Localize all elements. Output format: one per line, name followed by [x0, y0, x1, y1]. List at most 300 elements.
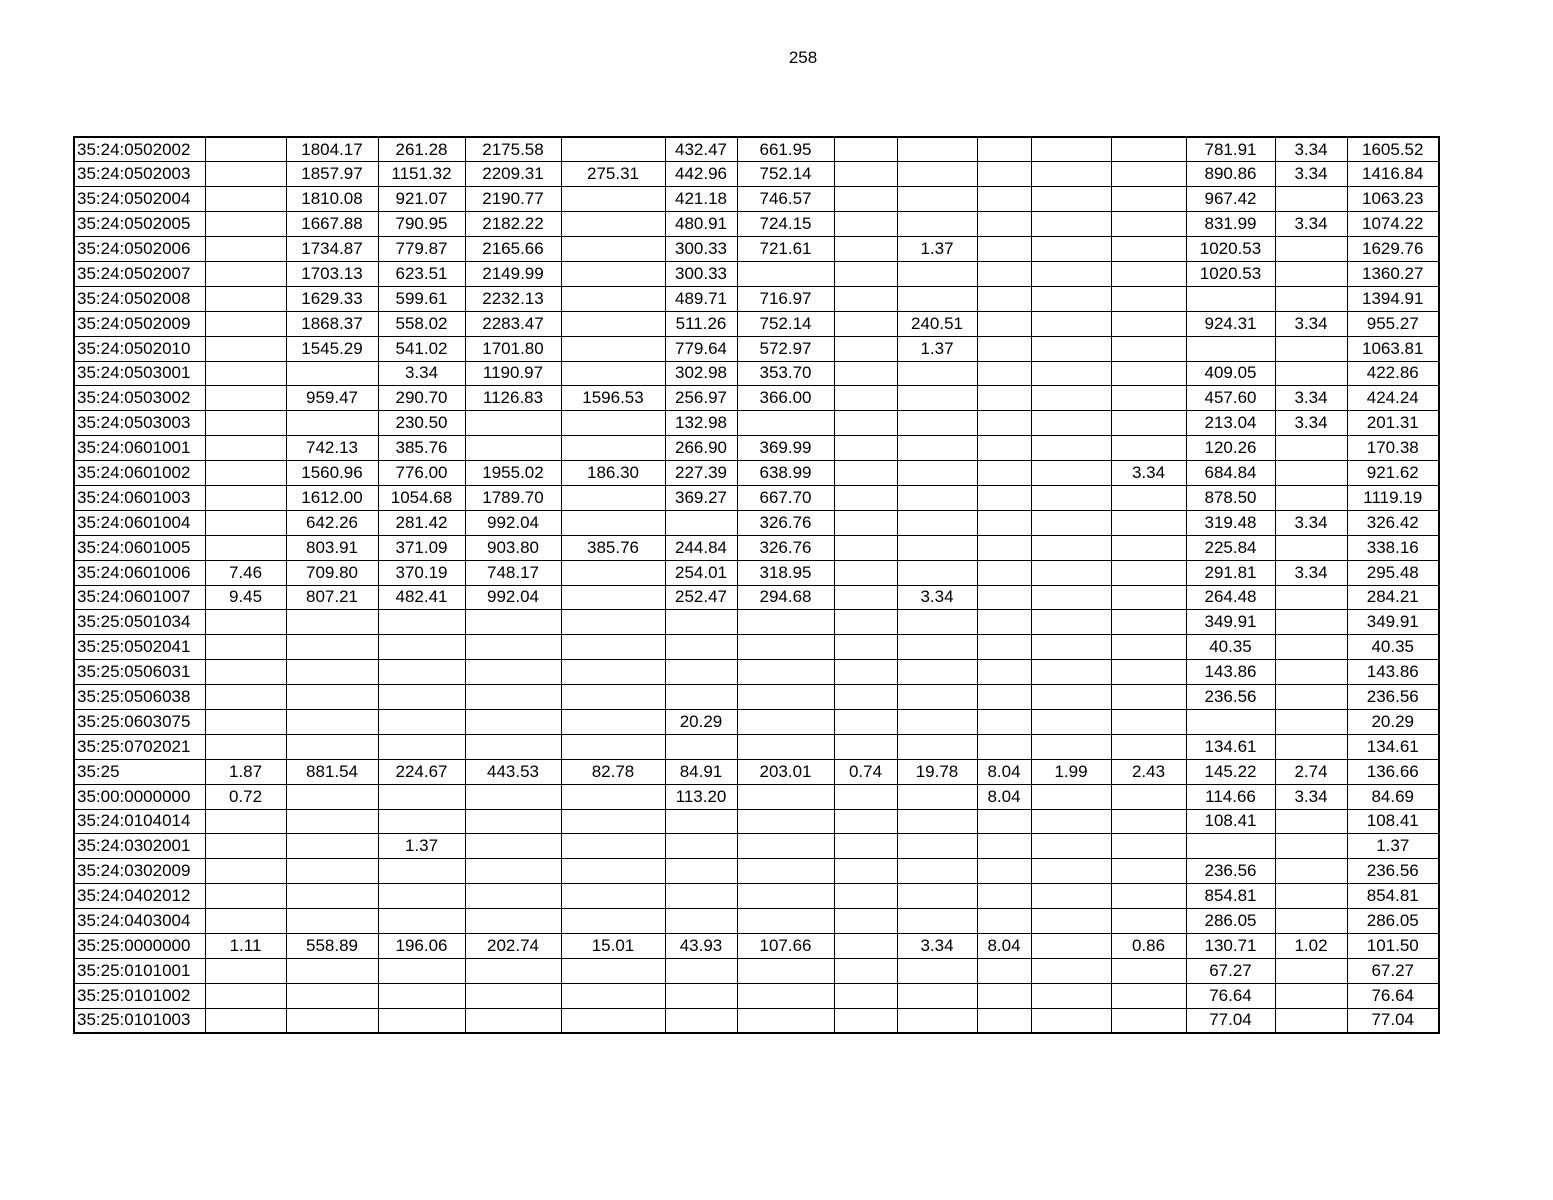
table-cell: 443.53 [465, 759, 561, 784]
table-cell [834, 336, 897, 361]
table-cell [205, 411, 286, 436]
table-cell [897, 709, 977, 734]
table-cell: 236.56 [1347, 685, 1439, 710]
table-cell: 854.81 [1186, 884, 1275, 909]
table-cell [1275, 535, 1347, 560]
table-cell [834, 909, 897, 934]
table-cell [561, 635, 665, 660]
row-id-cell: 35:24:0601003 [74, 485, 205, 510]
table-cell [834, 162, 897, 187]
table-cell [1031, 436, 1111, 461]
table-row [74, 311, 1439, 336]
table-cell [1111, 685, 1186, 710]
table-cell [205, 809, 286, 834]
table-cell: 286.05 [1347, 909, 1439, 934]
table-cell [205, 610, 286, 635]
table-row [74, 983, 1439, 1008]
table-cell [665, 983, 737, 1008]
table-cell: 742.13 [286, 436, 378, 461]
table-cell [1031, 983, 1111, 1008]
table-cell [834, 485, 897, 510]
table-cell [378, 884, 465, 909]
table-cell [737, 635, 834, 660]
table-cell: 724.15 [737, 212, 834, 237]
table-cell [205, 1008, 286, 1033]
table-cell: 2209.31 [465, 162, 561, 187]
table-cell [205, 436, 286, 461]
row-id-cell: 35:24:0601007 [74, 585, 205, 610]
table-cell: 349.91 [1347, 610, 1439, 635]
table-cell: 1.37 [378, 834, 465, 859]
table-cell: 8.04 [977, 759, 1031, 784]
table-cell: 807.21 [286, 585, 378, 610]
table-cell [977, 261, 1031, 286]
table-cell [561, 809, 665, 834]
table-cell: 202.74 [465, 934, 561, 959]
table-cell [561, 436, 665, 461]
table-row [74, 1008, 1439, 1033]
table-cell [897, 286, 977, 311]
table-cell [378, 734, 465, 759]
table-cell [378, 809, 465, 834]
table-row [74, 212, 1439, 237]
table-cell [465, 610, 561, 635]
table-cell [286, 784, 378, 809]
table-cell: 442.96 [665, 162, 737, 187]
table-cell: 302.98 [665, 361, 737, 386]
table-cell: 0.74 [834, 759, 897, 784]
table-cell: 2149.99 [465, 261, 561, 286]
table-cell [834, 535, 897, 560]
table-cell [286, 411, 378, 436]
table-cell [561, 983, 665, 1008]
table-cell: 227.39 [665, 461, 737, 486]
table-cell: 781.91 [1186, 137, 1275, 162]
table-cell: 3.34 [897, 934, 977, 959]
row-id-cell: 35:24:0302001 [74, 834, 205, 859]
table-cell [1111, 909, 1186, 934]
row-id-cell: 35:25:0101002 [74, 983, 205, 1008]
table-cell [378, 685, 465, 710]
table-cell: 3.34 [1111, 461, 1186, 486]
table-cell [1031, 137, 1111, 162]
table-cell [465, 859, 561, 884]
table-cell [1031, 411, 1111, 436]
table-cell: 8.04 [977, 934, 1031, 959]
table-cell [1031, 336, 1111, 361]
table-cell: 924.31 [1186, 311, 1275, 336]
table-cell: 385.76 [561, 535, 665, 560]
table-cell [205, 386, 286, 411]
table-cell [561, 734, 665, 759]
table-cell: 511.26 [665, 311, 737, 336]
table-cell [465, 660, 561, 685]
table-cell [1275, 983, 1347, 1008]
table-cell [1031, 909, 1111, 934]
table-cell [465, 958, 561, 983]
table-cell: 716.97 [737, 286, 834, 311]
row-id-cell: 35:24:0601002 [74, 461, 205, 486]
table-row [74, 635, 1439, 660]
table-cell: 457.60 [1186, 386, 1275, 411]
table-cell [1111, 187, 1186, 212]
table-cell [205, 261, 286, 286]
table-row [74, 809, 1439, 834]
table-cell [1111, 660, 1186, 685]
table-cell [977, 411, 1031, 436]
table-cell: 294.68 [737, 585, 834, 610]
table-cell: 1629.76 [1347, 237, 1439, 262]
table-row [74, 660, 1439, 685]
table-cell [665, 834, 737, 859]
row-id-cell: 35:25:0101001 [74, 958, 205, 983]
table-cell: 20.29 [1347, 709, 1439, 734]
table-cell [737, 261, 834, 286]
table-cell: 114.66 [1186, 784, 1275, 809]
table-cell [1031, 187, 1111, 212]
table-cell [977, 162, 1031, 187]
table-cell [378, 709, 465, 734]
table-cell: 326.76 [737, 535, 834, 560]
table-cell: 108.41 [1347, 809, 1439, 834]
table-cell [205, 635, 286, 660]
table-row [74, 784, 1439, 809]
table-cell [977, 1008, 1031, 1033]
row-id-cell: 35:25:0702021 [74, 734, 205, 759]
table-cell: 1063.23 [1347, 187, 1439, 212]
table-cell [1031, 859, 1111, 884]
table-cell [561, 212, 665, 237]
row-id-cell: 35:24:0601001 [74, 436, 205, 461]
table-cell: 1734.87 [286, 237, 378, 262]
table-cell: 40.35 [1347, 635, 1439, 660]
table-cell [1031, 958, 1111, 983]
table-cell [834, 685, 897, 710]
table-cell [665, 958, 737, 983]
table-cell [737, 983, 834, 1008]
table-cell: 959.47 [286, 386, 378, 411]
table-cell [977, 884, 1031, 909]
table-cell: 67.27 [1347, 958, 1439, 983]
table-cell: 132.98 [665, 411, 737, 436]
table-cell [205, 485, 286, 510]
table-cell [465, 685, 561, 710]
table-cell [665, 660, 737, 685]
table-cell [1275, 585, 1347, 610]
table-cell: 2175.58 [465, 137, 561, 162]
table-cell: 261.28 [378, 137, 465, 162]
table-cell [737, 610, 834, 635]
table-cell: 170.38 [1347, 436, 1439, 461]
table-cell [1111, 610, 1186, 635]
table-cell [1031, 212, 1111, 237]
table-cell: 196.06 [378, 934, 465, 959]
table-cell: 77.04 [1347, 1008, 1439, 1033]
table-cell: 113.20 [665, 784, 737, 809]
table-cell [977, 212, 1031, 237]
table-cell [1275, 436, 1347, 461]
table-cell: 776.00 [378, 461, 465, 486]
table-cell [286, 709, 378, 734]
table-cell [665, 1008, 737, 1033]
table-cell: 67.27 [1186, 958, 1275, 983]
table-cell [1275, 261, 1347, 286]
table-cell [834, 212, 897, 237]
table-cell [1031, 610, 1111, 635]
table-cell [737, 859, 834, 884]
table-cell [834, 510, 897, 535]
table-cell [897, 261, 977, 286]
table-cell [1031, 934, 1111, 959]
table-cell: 300.33 [665, 261, 737, 286]
table-cell: 2190.77 [465, 187, 561, 212]
table-cell [977, 809, 1031, 834]
table-row [74, 361, 1439, 386]
row-id-cell: 35:24:0503001 [74, 361, 205, 386]
table-cell [561, 709, 665, 734]
table-cell: 790.95 [378, 212, 465, 237]
table-row [74, 759, 1439, 784]
table-cell [205, 137, 286, 162]
row-id-cell: 35:00:0000000 [74, 784, 205, 809]
table-cell: 1.37 [1347, 834, 1439, 859]
table-cell [737, 809, 834, 834]
table-cell [1275, 187, 1347, 212]
table-cell [1031, 884, 1111, 909]
table-cell: 281.42 [378, 510, 465, 535]
table-cell [561, 585, 665, 610]
table-cell: 319.48 [1186, 510, 1275, 535]
row-id-cell: 35:24:0601006 [74, 560, 205, 585]
table-cell: 1857.97 [286, 162, 378, 187]
table-cell [1275, 1008, 1347, 1033]
table-cell [378, 983, 465, 1008]
table-cell [977, 461, 1031, 486]
table-cell: 1.37 [897, 237, 977, 262]
table-cell [1031, 635, 1111, 660]
table-cell: 903.80 [465, 535, 561, 560]
table-cell [897, 983, 977, 1008]
table-cell [737, 1008, 834, 1033]
table-cell: 1955.02 [465, 461, 561, 486]
row-id-cell: 35:24:0601005 [74, 535, 205, 560]
table-cell: 2182.22 [465, 212, 561, 237]
table-cell [465, 635, 561, 660]
table-cell [465, 983, 561, 1008]
table-cell [977, 709, 1031, 734]
table-cell [1275, 685, 1347, 710]
table-cell: 326.76 [737, 510, 834, 535]
table-cell: 1703.13 [286, 261, 378, 286]
table-row [74, 436, 1439, 461]
table-cell [1031, 834, 1111, 859]
table-cell: 76.64 [1186, 983, 1275, 1008]
table-row [74, 834, 1439, 859]
row-id-cell: 35:24:0601004 [74, 510, 205, 535]
table-cell [205, 162, 286, 187]
table-cell [897, 411, 977, 436]
table-cell: 424.24 [1347, 386, 1439, 411]
table-cell: 349.91 [1186, 610, 1275, 635]
table-cell [1111, 485, 1186, 510]
table-cell: 1810.08 [286, 187, 378, 212]
table-cell [834, 809, 897, 834]
table-cell: 480.91 [665, 212, 737, 237]
table-cell [897, 635, 977, 660]
table-cell: 803.91 [286, 535, 378, 560]
table-cell: 2.43 [1111, 759, 1186, 784]
table-cell [897, 560, 977, 585]
table-cell: 300.33 [665, 237, 737, 262]
table-cell [1275, 958, 1347, 983]
table-cell [977, 187, 1031, 212]
table-cell [834, 461, 897, 486]
table-cell: 432.47 [665, 137, 737, 162]
table-cell [1111, 1008, 1186, 1033]
row-id-cell: 35:24:0503002 [74, 386, 205, 411]
table-cell [465, 436, 561, 461]
table-cell [1275, 834, 1347, 859]
table-cell [561, 958, 665, 983]
table-cell [977, 859, 1031, 884]
table-cell [1111, 884, 1186, 909]
table-cell [205, 212, 286, 237]
table-cell: 213.04 [1186, 411, 1275, 436]
table-cell [205, 884, 286, 909]
table-cell [834, 784, 897, 809]
table-cell [977, 237, 1031, 262]
table-cell [465, 709, 561, 734]
table-cell: 370.19 [378, 560, 465, 585]
table-cell [737, 909, 834, 934]
table-cell [561, 884, 665, 909]
table-cell: 120.26 [1186, 436, 1275, 461]
table-cell [897, 809, 977, 834]
table-cell [1111, 137, 1186, 162]
table-cell [1031, 162, 1111, 187]
table-cell [205, 535, 286, 560]
table-cell [205, 734, 286, 759]
table-cell: 318.95 [737, 560, 834, 585]
table-cell: 224.67 [378, 759, 465, 784]
table-cell [1031, 784, 1111, 809]
row-id-cell: 35:24:0502005 [74, 212, 205, 237]
table-cell [561, 685, 665, 710]
table-cell: 1119.19 [1347, 485, 1439, 510]
table-cell: 2283.47 [465, 311, 561, 336]
table-cell: 236.56 [1186, 685, 1275, 710]
table-cell [1111, 436, 1186, 461]
table-cell: 2.74 [1275, 759, 1347, 784]
table-cell [1111, 286, 1186, 311]
table-cell [1111, 859, 1186, 884]
table-cell [561, 610, 665, 635]
table-cell: 203.01 [737, 759, 834, 784]
table-cell [977, 685, 1031, 710]
table-cell [561, 137, 665, 162]
table-cell: 955.27 [1347, 311, 1439, 336]
table-cell [897, 1008, 977, 1033]
table-cell: 3.34 [1275, 784, 1347, 809]
table-cell: 8.04 [977, 784, 1031, 809]
table-cell: 1151.32 [378, 162, 465, 187]
table-cell [286, 909, 378, 934]
table-cell [897, 485, 977, 510]
table-row [74, 709, 1439, 734]
table-cell: 1701.80 [465, 336, 561, 361]
table-cell: 369.99 [737, 436, 834, 461]
table-cell: 371.09 [378, 535, 465, 560]
table-cell: 3.34 [1275, 162, 1347, 187]
table-cell [737, 958, 834, 983]
table-cell [1275, 485, 1347, 510]
table-cell [286, 685, 378, 710]
table-cell [834, 361, 897, 386]
table-cell: 3.34 [1275, 212, 1347, 237]
table-cell [1111, 336, 1186, 361]
table-cell [286, 610, 378, 635]
table-cell [1186, 286, 1275, 311]
table-cell [834, 261, 897, 286]
table-cell [561, 261, 665, 286]
table-cell [1275, 809, 1347, 834]
table-cell [205, 685, 286, 710]
table-cell: 1605.52 [1347, 137, 1439, 162]
table-cell [205, 361, 286, 386]
table-cell: 3.34 [1275, 311, 1347, 336]
table-cell [286, 884, 378, 909]
table-cell: 921.62 [1347, 461, 1439, 486]
row-id-cell: 35:25:0101003 [74, 1008, 205, 1033]
table-cell [834, 560, 897, 585]
table-cell [286, 635, 378, 660]
table-cell: 236.56 [1186, 859, 1275, 884]
row-id-cell: 35:24:0502003 [74, 162, 205, 187]
table-cell [1275, 884, 1347, 909]
table-cell [897, 212, 977, 237]
table-cell [205, 461, 286, 486]
table-cell: 752.14 [737, 162, 834, 187]
table-cell: 1190.97 [465, 361, 561, 386]
table-cell [834, 311, 897, 336]
table-cell: 1054.68 [378, 485, 465, 510]
table-cell [1275, 859, 1347, 884]
table-cell: 878.50 [1186, 485, 1275, 510]
table-cell [561, 660, 665, 685]
row-id-cell: 35:24:0502009 [74, 311, 205, 336]
table-row [74, 958, 1439, 983]
table-cell [1275, 909, 1347, 934]
table-cell: 1020.53 [1186, 261, 1275, 286]
table-cell [834, 411, 897, 436]
table-row [74, 585, 1439, 610]
table-cell: 1.37 [897, 336, 977, 361]
table-cell [834, 286, 897, 311]
table-cell: 264.48 [1186, 585, 1275, 610]
table-row [74, 162, 1439, 187]
table-cell [378, 784, 465, 809]
table-cell: 366.00 [737, 386, 834, 411]
table-cell: 2165.66 [465, 237, 561, 262]
table-cell: 1360.27 [1347, 261, 1439, 286]
table-cell [1031, 237, 1111, 262]
table-cell [1031, 809, 1111, 834]
table-cell: 290.70 [378, 386, 465, 411]
table-cell: 489.71 [665, 286, 737, 311]
table-cell [665, 685, 737, 710]
table-cell: 19.78 [897, 759, 977, 784]
table-cell: 1.11 [205, 934, 286, 959]
